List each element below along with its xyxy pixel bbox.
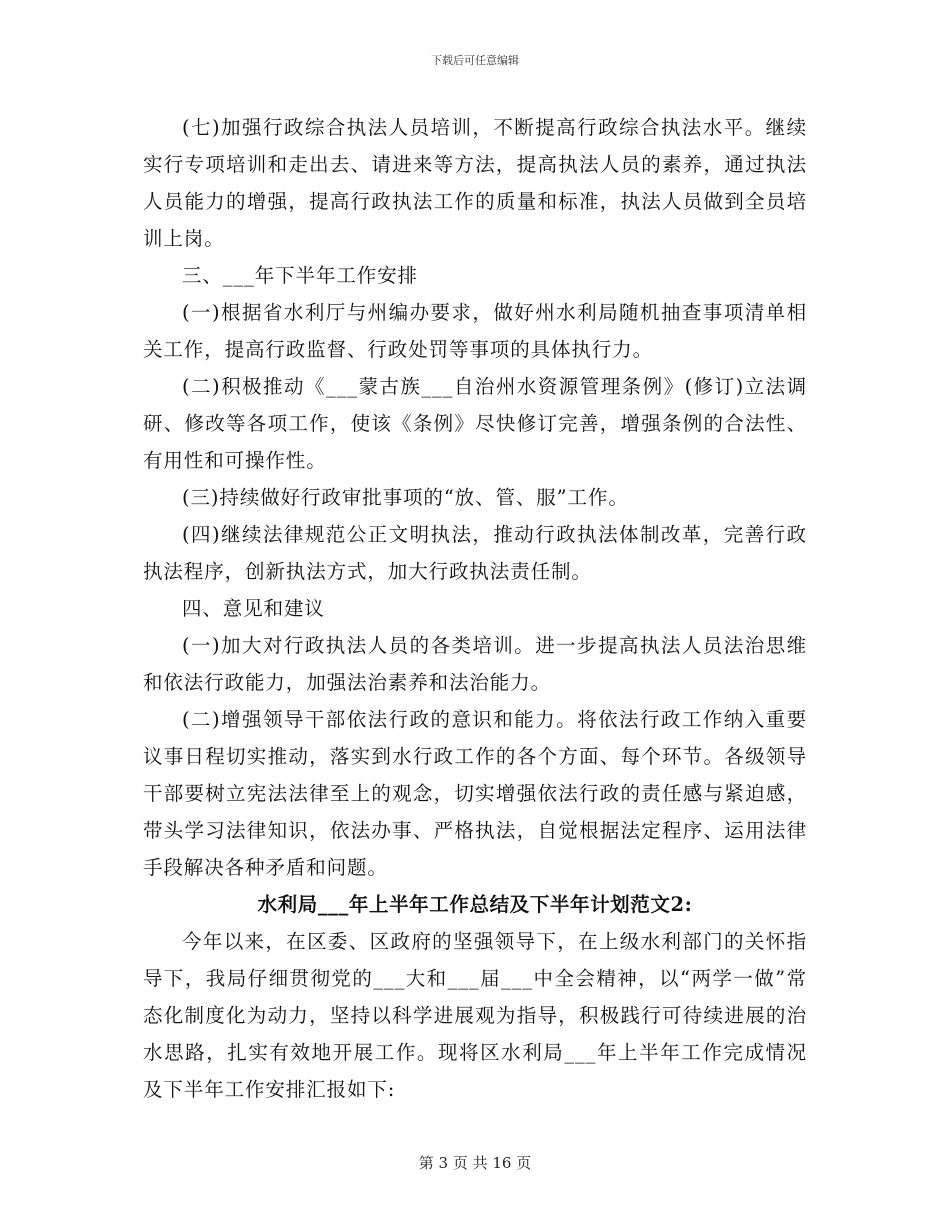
paragraph-suggestion-2: (二)增强领导干部依法行政的意识和能力。将依法行政工作纳入重要议事日程切实推动，落实到水行政工作的各个方面、每个环节。各级领导干部要树立宪法法律至上的观念，切实增强依法行政的责任感与紧迫感，带头学习法律知识，依法办事、严格执法，自觉根据法定程序、运用法律手段解决各种矛盾和问题。 bbox=[143, 708, 807, 879]
page-header-note: 下载后可任意编辑 bbox=[431, 54, 519, 67]
paragraph-plan-4: (四)继续法律规范公正文明执法，推动行政执法体制改革，完善行政执法程序，创新执法方式，加大行政执法责任制。 bbox=[143, 523, 807, 583]
paragraph-suggestion-1: (一)加大对行政执法人员的各类培训。进一步提高执法人员法治思维和依法行政能力，加强法治素养和法治能力。 bbox=[143, 634, 807, 694]
paragraph-plan-1: (一)根据省水利厅与州编办要求，做好州水利局随机抽查事项清单相关工作，提高行政监督、行政处罚等事项的具体执行力。 bbox=[143, 301, 807, 361]
document-body bbox=[143, 109, 807, 1108]
sample-2-intro: 今年以来，在区委、区政府的坚强领导下，在上级水利部门的关怀指导下，我局仔细贯彻党的___大和___届___中全会精神，以“两学一做”常态化制度化为动力，坚持以科学进展观为指导，积极践行可待续进展的治水思路，扎实有效地开展工作。现将区水利局___年上半年工作完成情况及下半年工作安排汇报如下: bbox=[143, 930, 807, 1101]
section-heading-4: 四、意见和建议 bbox=[182, 597, 325, 620]
paragraph-7-training: (七)加强行政综合执法人员培训，不断提高行政综合执法水平。继续实行专项培训和走出去、请进来等方法，提高执法人员的素养，通过执法人员能力的增强，提高行政执法工作的质量和标准，执法人员做到全员培训上岗。 bbox=[143, 116, 807, 250]
paragraph-plan-3: (三)持续做好行政审批事项的“放、管、服”工作。 bbox=[182, 486, 629, 509]
page-number: 第 3 页 共 16 页 bbox=[418, 1154, 532, 1172]
section-heading-3: 三、___年下半年工作安排 bbox=[182, 264, 418, 287]
paragraph-plan-2: (二)积极推动《___蒙古族___自治州水资源管理条例》(修订)立法调研、修改等各项工作，使该《条例》尽快修订完善，增强条例的合法性、有用性和可操作性。 bbox=[143, 375, 807, 472]
sample-2-title: 水利局___年上半年工作总结及下半年计划范文2: bbox=[257, 893, 693, 916]
